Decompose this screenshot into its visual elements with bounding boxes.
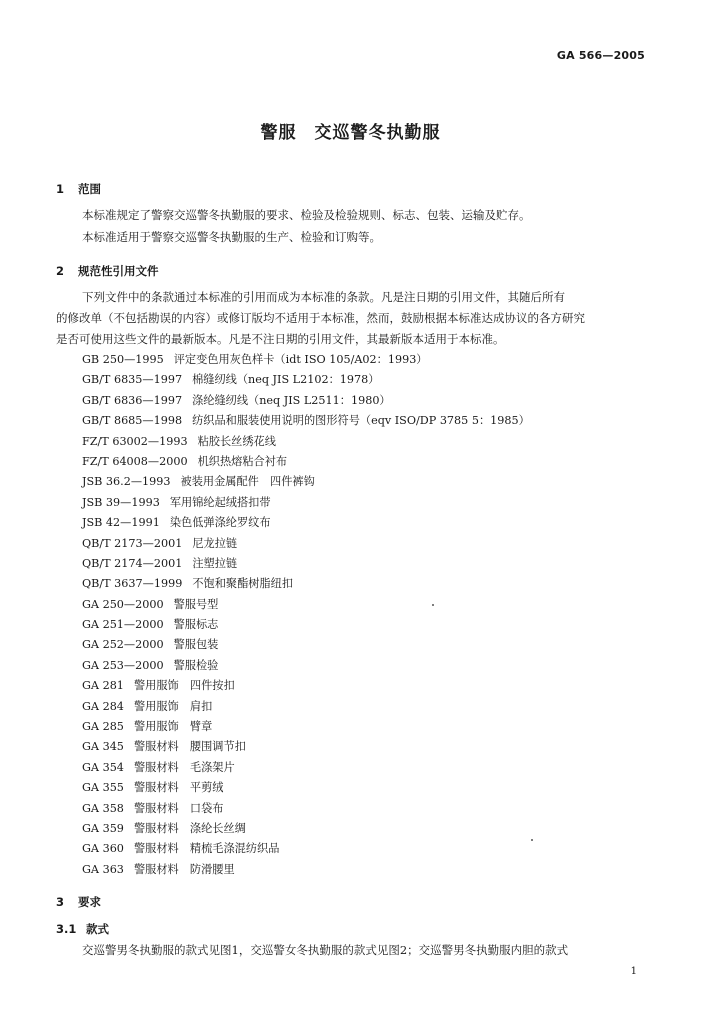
section-number: 3.1 [56,922,77,936]
reference-title: 尼龙拉链 [192,536,238,550]
section-title: 要求 [78,895,101,909]
reference-item [82,411,530,431]
reference-item [82,839,530,859]
reference-code: GA 354 [82,760,124,774]
reference-item [82,534,530,554]
reference-code: GA 363 [82,862,124,876]
reference-title: 警用服饰 肩扣 [133,699,213,713]
scan-speck [531,839,533,841]
reference-code: FZ/T 63002—1993 [82,434,188,448]
reference-code: GA 281 [82,679,124,693]
reference-code: GA 250—2000 [82,597,164,611]
reference-code: GA 251—2000 [82,618,164,632]
reference-code: FZ/T 64008—2000 [82,454,188,468]
reference-code: GA 253—2000 [82,658,164,672]
reference-code: GA 285 [82,720,124,734]
reference-code: GB/T 6836—1997 [82,393,183,407]
references-intro-line-1: 下列文件中的条款通过本标准的引用而成为本标准的条款。凡是注日期的引用文件，其随后所有 [82,290,565,304]
standard-code: GA 566—2005 [556,49,645,62]
style-paragraph: 交巡警男冬执勤服的款式见图1，交巡警女冬执勤服的款式见图2；交巡警男冬执勤服内胆的款式 [82,943,569,957]
references-intro-line-2: 的修改单（不包括勘误的内容）或修订版均不适用于本标准，然而，鼓励根据本标准达成协议的各方研究 [56,311,585,325]
reference-title: 机织热熔粘合衬布 [197,454,288,468]
reference-item [82,472,530,492]
reference-title: 警服材料 涤纶长丝绸 [133,821,246,835]
section-number: 3 [56,895,65,909]
reference-title: 涤纶缝纫线（neq JIS L2511：1980） [192,393,391,407]
reference-code: GA 355 [82,781,124,795]
reference-item [82,493,530,513]
reference-item [82,615,530,635]
reference-code: QB/T 2174—2001 [82,556,183,570]
reference-code: JSB 39—1993 [82,495,160,509]
reference-code: GA 252—2000 [82,638,164,652]
section-3-heading [56,894,101,910]
reference-item [82,717,530,737]
section-title: 规范性引用文件 [78,264,159,278]
reference-item [82,370,530,390]
reference-code: GB 250—1995 [82,353,164,366]
reference-title: 被装用金属配件 四件裤钩 [180,475,315,489]
reference-item [82,676,530,696]
references-intro-line-3: 是否可使用这些文件的最新版本。凡是不注日期的引用文件，其最新版本适用于本标准。 [56,332,505,346]
section-3-1-heading [56,921,109,937]
reference-title: 警服号型 [173,597,219,611]
reference-title: 粘胶长丝绣花线 [197,434,276,448]
scope-paragraph-1: 本标准规定了警察交巡警冬执勤服的要求、检验及检验规则、标志、包装、运输及贮存。 [82,208,531,222]
reference-title: 警服包装 [173,638,219,652]
normative-references-list [82,350,530,880]
reference-code: GA 358 [82,801,124,815]
reference-item [82,799,530,819]
reference-title: 警服材料 毛涤架片 [133,760,235,774]
reference-item [82,778,530,798]
reference-item [82,758,530,778]
reference-item [82,656,530,676]
reference-item [82,819,530,839]
reference-title: 警服标志 [173,618,219,632]
reference-code: JSB 42—1991 [82,516,160,530]
reference-title: 警服材料 口袋布 [133,801,224,815]
reference-item [82,513,530,533]
section-2-heading [56,263,159,279]
reference-item [82,574,530,594]
reference-item [82,554,530,574]
document-title: 警服 交巡警冬执勤服 [260,123,441,143]
reference-title: 警服检验 [173,658,219,672]
reference-title: 警用服饰 臂章 [133,720,213,734]
reference-title: 警服材料 腰围调节扣 [133,740,246,754]
reference-title: 警服材料 平剪绒 [133,781,224,795]
reference-title: 警用服饰 四件按扣 [133,679,235,693]
reference-title: 染色低弹涤纶罗纹布 [169,516,271,530]
reference-code: GA 284 [82,699,124,713]
reference-title: 棉缝纫线（neq JIS L2102：1978） [192,373,380,387]
reference-code: GA 360 [82,842,124,856]
reference-title: 纺织品和服装使用说明的图形符号（eqv ISO/DP 3785 5：1985） [192,414,530,428]
reference-title: 军用锦纶起绒搭扣带 [169,495,271,509]
reference-item [82,860,530,880]
reference-item [82,452,530,472]
reference-item [82,432,530,452]
page-number: 1 [630,966,637,977]
reference-code: JSB 36.2—1993 [82,475,171,489]
reference-title: 不饱和聚酯树脂纽扣 [192,577,294,591]
reference-item [82,391,530,411]
reference-item [82,737,530,757]
reference-code: QB/T 2173—2001 [82,536,183,550]
reference-item [82,595,530,615]
reference-code: GA 359 [82,821,124,835]
reference-code: GB/T 8685—1998 [82,414,183,428]
reference-title: 警服材料 精梳毛涤混纺织品 [133,842,280,856]
reference-title: 评定变色用灰色样卡（idt ISO 105/A02：1993） [173,353,428,366]
section-number: 2 [56,264,65,278]
scope-paragraph-2: 本标准适用于警察交巡警冬执勤服的生产、检验和订购等。 [82,230,381,244]
reference-title: 警服材料 防滑腰里 [133,862,235,876]
section-title: 款式 [86,922,109,936]
reference-code: GB/T 6835—1997 [82,373,183,387]
reference-code: GA 345 [82,740,124,754]
reference-item [82,350,530,370]
reference-code: QB/T 3637—1999 [82,577,183,591]
section-1-heading [56,181,101,197]
reference-title: 注塑拉链 [192,556,238,570]
scan-speck [432,604,434,606]
reference-item [82,635,530,655]
reference-item [82,697,530,717]
section-title: 范围 [78,182,101,196]
section-number: 1 [56,182,65,196]
